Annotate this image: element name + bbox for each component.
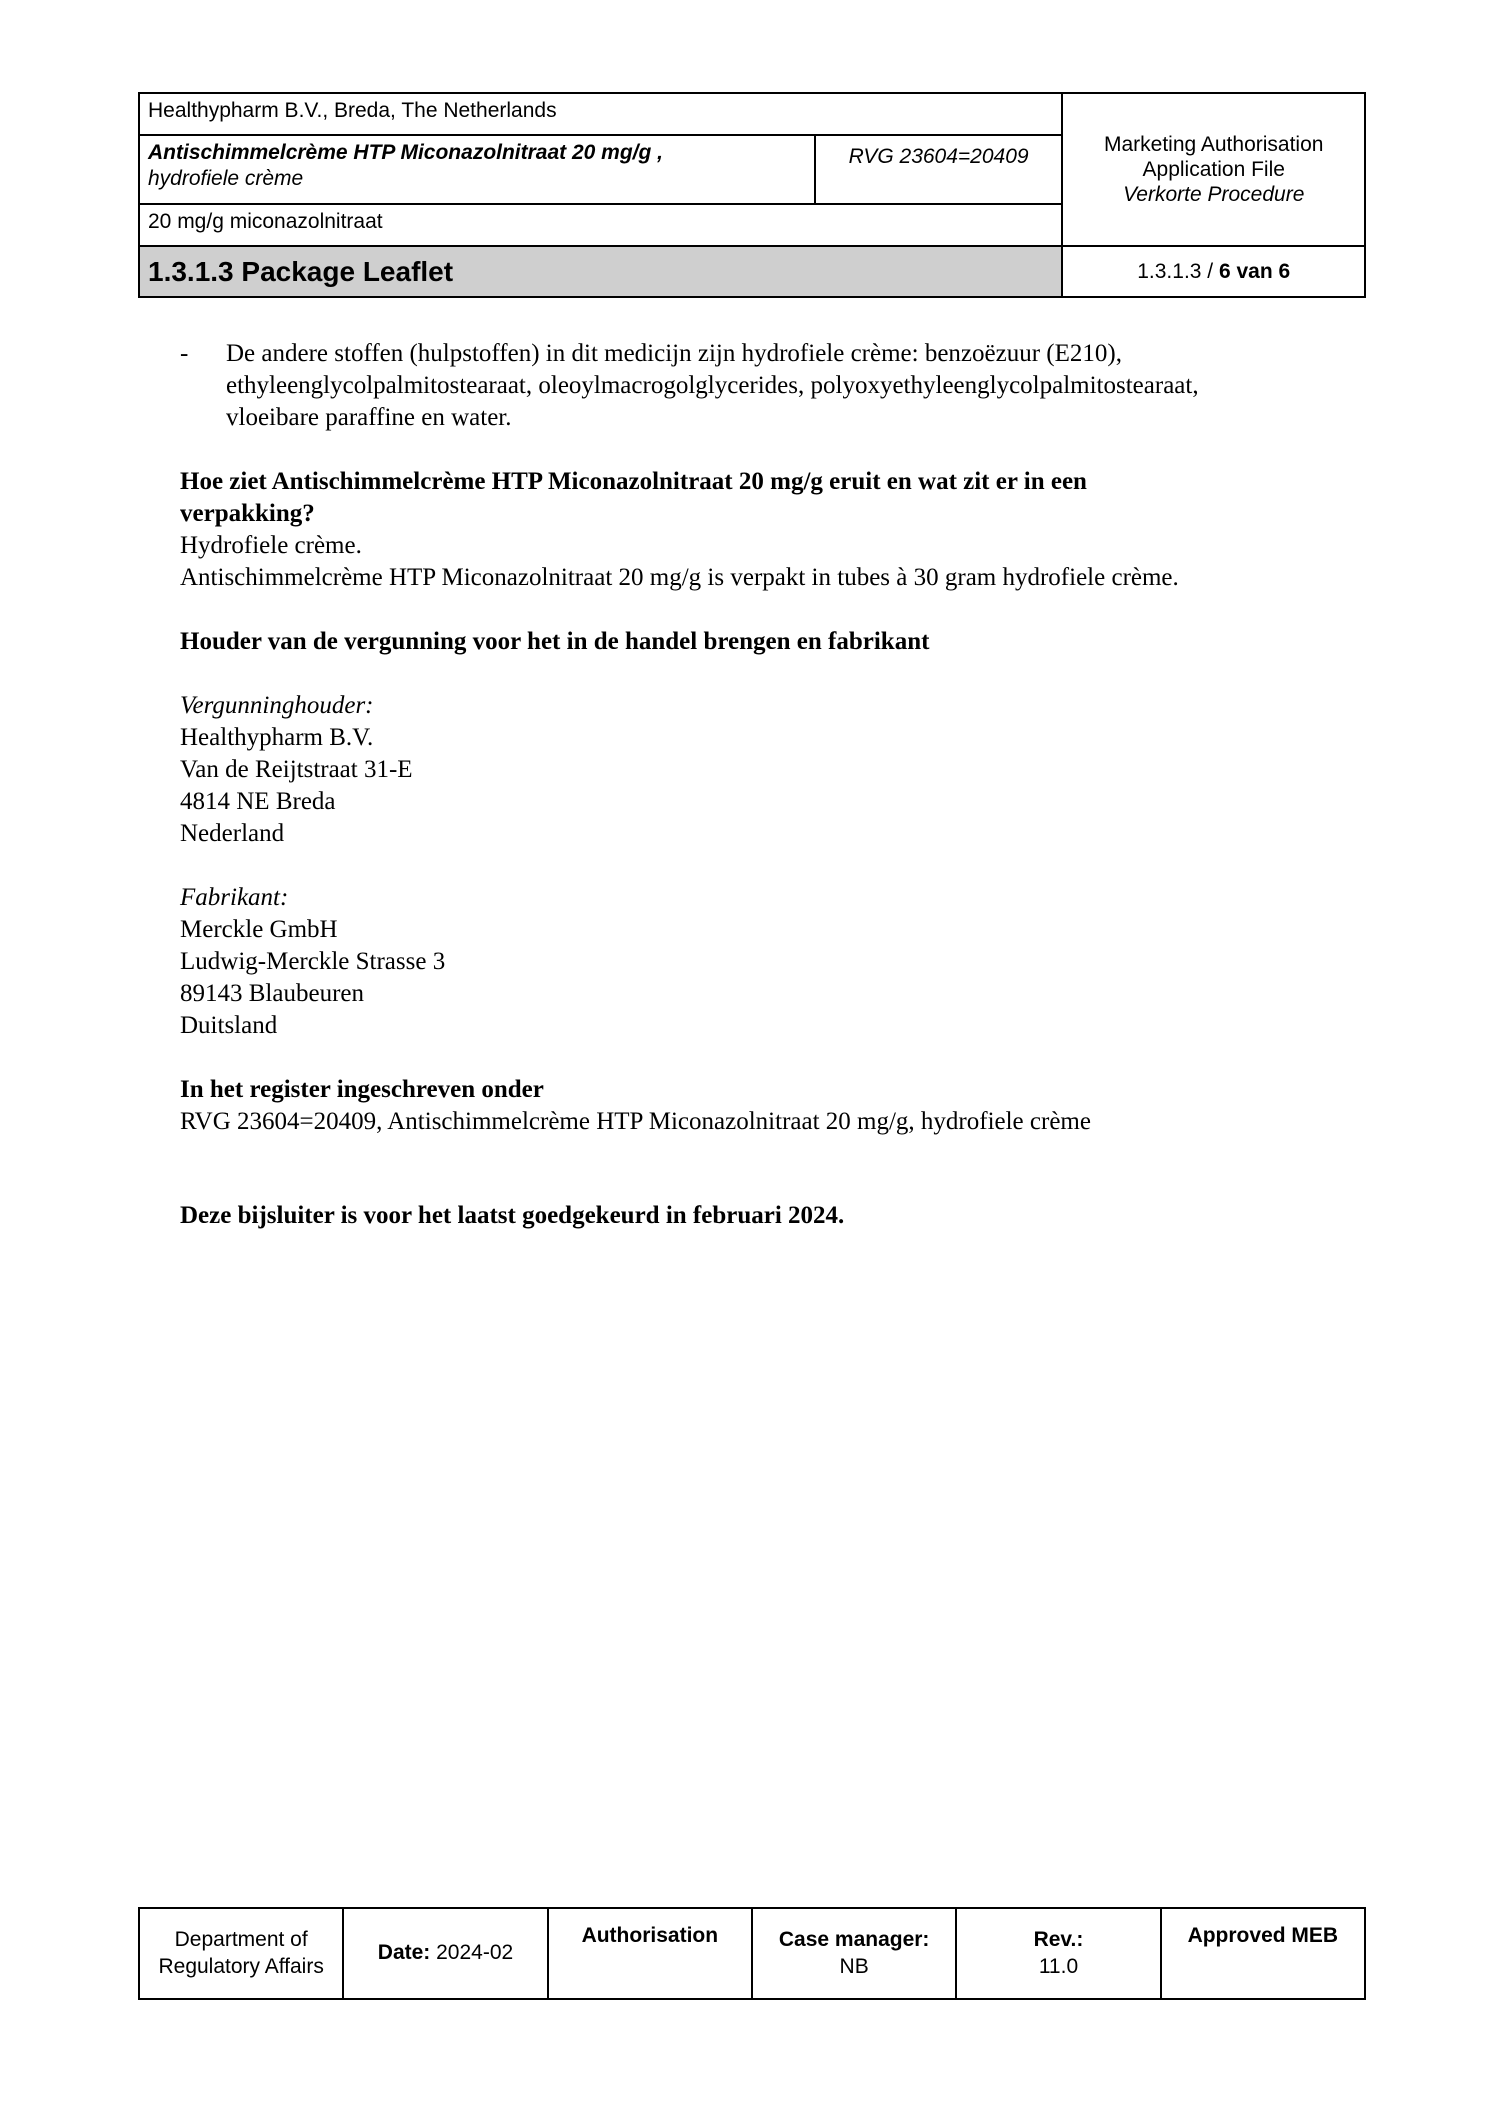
product-form: hydrofiele crème — [148, 166, 304, 190]
authorisation-cell — [548, 1908, 752, 1999]
company-name: Healthypharm B.V., Breda, The Netherlands — [148, 99, 557, 122]
strength-cell — [139, 204, 1062, 246]
case-manager-label: Case manager: — [778, 1928, 930, 1952]
department-line2: Regulatory Affairs — [158, 1954, 324, 1978]
manufacturer-street: Ludwig-Merckle Strasse 3 — [180, 948, 446, 975]
leaflet-body — [180, 338, 1330, 1232]
manufacturer-city: 89143 Blaubeuren — [180, 980, 364, 1007]
rvg-cell — [815, 135, 1063, 204]
file-type-line2: Application File — [1142, 158, 1285, 182]
excipients-bullet — [180, 338, 1330, 434]
rvg-number: RVG 23604=20409 — [848, 145, 1029, 169]
file-type-line1: Marketing Authorisation — [1103, 132, 1324, 156]
revision-label: Rev.: — [1033, 1928, 1084, 1952]
excipients-line3: vloeibare paraffine en water. — [226, 404, 512, 431]
case-manager-cell — [752, 1908, 956, 1999]
appearance-heading-line2: verpakking? — [180, 500, 315, 527]
bullet-dash: - — [180, 340, 189, 367]
holder-name: Healthypharm B.V. — [180, 724, 374, 751]
section-title: 1.3.1.3 Package Leaflet — [148, 255, 454, 287]
date-label: Date: — [377, 1941, 431, 1965]
approved-label: Approved MEB — [1187, 1924, 1339, 1947]
department-cell — [139, 1908, 343, 1999]
product-cell — [139, 135, 815, 204]
revision-value: 11.0 — [1038, 1954, 1079, 1978]
revision-cell — [956, 1908, 1160, 1999]
approved-cell — [1161, 1908, 1365, 1999]
document-header — [138, 92, 1366, 298]
file-type-cell — [1062, 93, 1365, 246]
excipients-line2: ethyleenglycolpalmitostearaat, oleoylmacrogolglycerides, polyoxyethyleenglycolpalmitostearaat, — [226, 372, 1199, 399]
holder-heading: Houder van de vergunning voor het in de handel brengen en fabrikant — [180, 628, 930, 655]
section-title-cell — [139, 246, 1062, 297]
date-cell — [343, 1908, 547, 1999]
appearance-line2: Antischimmelcrème HTP Miconazolnitraat 20 mg/g is verpakt in tubes à 30 gram hydrofiele crème. — [180, 564, 1179, 591]
holder-street: Van de Reijtstraat 31-E — [180, 756, 413, 783]
page-number-cell — [1062, 246, 1365, 297]
strength: 20 mg/g miconazolnitraat — [148, 210, 383, 234]
manufacturer-label: Fabrikant: — [180, 884, 289, 911]
appearance-heading-line1: Hoe ziet Antischimmelcrème HTP Miconazolnitraat 20 mg/g eruit en wat zit er in een — [180, 468, 1087, 495]
register-text: RVG 23604=20409, Antischimmelcrème HTP Miconazolnitraat 20 mg/g, hydrofiele crème — [180, 1108, 1091, 1135]
company-cell — [139, 93, 1062, 135]
holder-label: Vergunninghouder: — [180, 692, 374, 719]
appearance-line1: Hydrofiele crème. — [180, 532, 362, 559]
page-prefix: 1.3.1.3 / — [1137, 260, 1219, 284]
holder-country: Nederland — [180, 820, 285, 847]
document-footer — [138, 1907, 1366, 2000]
product-name: Antischimmelcrème HTP Miconazolnitraat 20 mg/g , — [148, 141, 664, 165]
department-line1: Department of — [174, 1928, 308, 1952]
holder-city: 4814 NE Breda — [180, 788, 336, 815]
manufacturer-name: Merckle GmbH — [180, 916, 338, 943]
file-type-line3: Verkorte Procedure — [1123, 183, 1305, 207]
excipients-line1: De andere stoffen (hulpstoffen) in dit medicijn zijn hydrofiele crème: benzoëzuur (E210), — [226, 340, 1122, 367]
date-value: 2024-02 — [430, 1941, 514, 1965]
case-manager-value: NB — [839, 1954, 869, 1978]
page-number: 6 van 6 — [1218, 260, 1291, 284]
authorisation-label: Authorisation — [581, 1924, 719, 1947]
manufacturer-country: Duitsland — [180, 1012, 278, 1039]
register-heading: In het register ingeschreven onder — [180, 1076, 544, 1103]
approval-text: Deze bijsluiter is voor het laatst goedgekeurd in februari 2024. — [180, 1202, 845, 1229]
